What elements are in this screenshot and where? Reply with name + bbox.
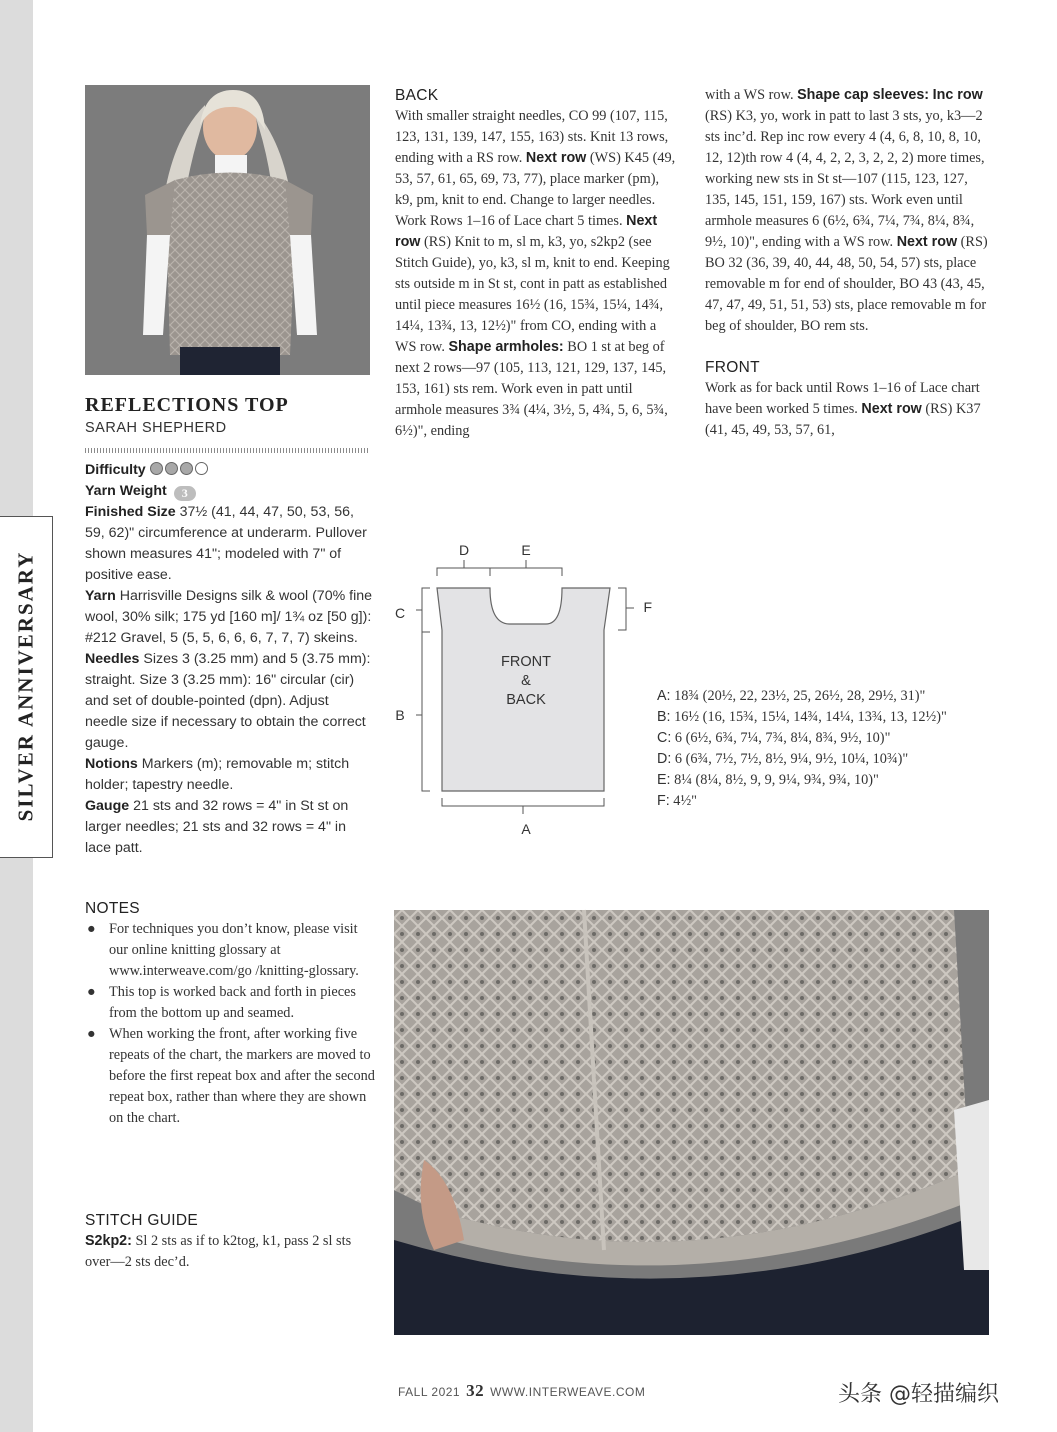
instruction-text: (WS) K45 (49, 53, 57, 61, 65, 69, 73, 77), place marker (pm), k9, pm, knit to end. Change to larger needles. Work Rows 1–16 of Lace chart 5 times.: [395, 150, 676, 229]
a-dimension-line: [442, 798, 604, 814]
instruction-text: (RS) K37 (41, 45, 49, 53, 57, 61,: [705, 401, 981, 438]
instruction-term: Next row: [896, 234, 958, 250]
measurement-row: [657, 749, 997, 770]
measurement-row: [657, 707, 997, 728]
schematic-label-back: BACK: [506, 692, 546, 708]
instruction-text: BO 1 st at beg of next 2 rows—97 (105, 113, 121, 129, 137, 145, 153, 161) sts rem. Work even in patt until armhole measures 3¾ (4¼, 3½, 5, 4¾, 5, 6, 5¾, 6½)", ending: [395, 339, 668, 439]
measurement-label: E:: [657, 772, 671, 788]
watermark: 头条 @轻描编织: [838, 1382, 999, 1407]
yarn-text: Harrisville Designs silk & wool (70% fine wool, 30% silk; 175 yd [160 m]/ 1¾ oz [50 g]): #212 Gravel, 5 (5, 5, 6, 6, 6, 7, 7, 7) skeins.: [85, 588, 373, 646]
page-footer: [398, 1381, 645, 1401]
stitch-definition: Sl 2 sts as if to k2tog, k1, pass 2 sl sts over—2 sts dec’d.: [85, 1233, 352, 1270]
difficulty-circle-filled-icon: [150, 462, 163, 475]
notions-text: Markers (m); removable m; stitch holder; tapestry needle.: [85, 756, 350, 793]
website-url: WWW.INTERWEAVE.COM: [490, 1385, 646, 1399]
measurement-row: [657, 686, 997, 707]
front-heading: FRONT: [705, 359, 760, 376]
finished-size-text: 37½ (41, 44, 47, 50, 53, 56, 59, 62)" circumference at underarm. Pullover shown measures 41"; modeled with 7" of positive ease.: [85, 504, 367, 583]
back-heading: BACK: [395, 87, 439, 104]
list-item: [85, 919, 375, 982]
measurement-label: D:: [657, 751, 672, 767]
b-dimension-line: [416, 632, 430, 791]
measurement-label: F:: [657, 793, 670, 809]
measurement-value: 8¼ (8¼, 8½, 9, 9, 9¼, 9¾, 9¾, 10)": [670, 772, 879, 788]
schematic-label-front: FRONT: [501, 654, 551, 670]
section-tab-label: SILVER ANNIVERSARY: [13, 550, 38, 822]
bullet-icon: ●: [87, 921, 96, 937]
page-number: 32: [466, 1381, 485, 1400]
measurement-value: 6 (6¾, 7½, 7½, 8½, 9¼, 9½, 10¼, 10¾)": [671, 751, 909, 767]
list-item: [85, 982, 375, 1024]
difficulty-label: Difficulty: [85, 462, 146, 478]
gauge-info: [85, 796, 373, 859]
c-dimension-line: [416, 588, 430, 632]
stitch-guide-entry: [85, 1231, 375, 1273]
schematic-measurements: [657, 686, 997, 812]
dimension-label-a: A: [521, 821, 531, 837]
yarn-weight-label: Yarn Weight: [85, 483, 167, 499]
gauge-label: Gauge: [85, 798, 130, 814]
schematic-label-amp: &: [521, 673, 531, 689]
garment-outline: [437, 588, 610, 791]
dimension-label-d: D: [458, 542, 470, 558]
instruction-term: Next row: [525, 150, 587, 166]
instruction-text: With smaller straight needles, CO 99 (107, 115, 123, 131, 139, 147, 155, 163) sts. Knit 13 rows, ending with a RS row.: [395, 108, 669, 166]
d-dimension-line: [437, 560, 490, 576]
sleeve-text: [705, 85, 995, 337]
yarn-info: [85, 586, 373, 649]
needles-text: Sizes 3 (3.25 mm) and 5 (3.75 mm): straight. Size 3 (3.25 mm): 16" circular (cir) and set of double-pointed (dpn). Adjust needle size if necessary to obtain the correct gauge.: [85, 651, 371, 751]
dotted-divider: [85, 448, 369, 453]
lace-detail-photo: [394, 910, 989, 1335]
gauge-text: 21 sts and 32 rows = 4" in St st on larger needles; 21 sts and 32 rows = 4" in lace patt.: [85, 798, 349, 856]
yarn-weight-row: [85, 481, 373, 502]
notes-heading: NOTES: [85, 900, 140, 917]
instruction-text: Work as for back until Rows 1–16 of Lace chart have been worked 5 times.: [705, 380, 980, 417]
difficulty-rating: [150, 462, 210, 478]
dimension-label-c: C: [394, 605, 406, 621]
measurement-value: 18¾ (20½, 22, 23½, 25, 26½, 28, 29½, 31)": [670, 688, 926, 704]
dimension-label-f: F: [643, 599, 652, 615]
measurement-row: [657, 770, 997, 791]
difficulty-circle-empty-icon: [195, 462, 208, 475]
instruction-text: (RS) Knit to m, sl m, k3, yo, s2kp2 (see Stitch Guide), yo, k3, sl m, knit to end. Keeping sts outside m in St st, cont in patt as established until piece measures 16½ (16, 15¾, 15¼, 14¾, 14¼, 13¾, 13, 12½)" from CO, ending with a WS row.: [395, 234, 670, 355]
issue-name: FALL 2021: [398, 1385, 461, 1399]
difficulty-row: [85, 460, 373, 481]
note-text: This top is worked back and forth in pieces from the bottom up and seamed.: [109, 984, 356, 1021]
note-text: When working the front, after working five repeats of the chart, the markers are moved to before the first repeat box and after the second repeat box, rather than where they are shown on the chart.: [109, 1026, 375, 1126]
sleeve-front-instructions: [705, 85, 995, 441]
instruction-text: with a WS row.: [705, 87, 798, 103]
garment-schematic: [390, 540, 650, 840]
yarn-label: Yarn: [85, 588, 116, 604]
measurement-label: B:: [657, 709, 671, 725]
stitch-term: S2kp2:: [85, 1233, 132, 1249]
model-illustration: [85, 85, 370, 375]
stitch-guide-heading: STITCH GUIDE: [85, 1212, 198, 1229]
lace-detail-illustration: [394, 910, 989, 1335]
notions-label: Notions: [85, 756, 138, 772]
notions-info: [85, 754, 373, 796]
notes-list: [85, 919, 375, 1129]
back-text: [395, 106, 680, 442]
measurement-row: [657, 791, 997, 812]
e-dimension-line: [490, 560, 562, 576]
f-dimension-line: [618, 588, 634, 630]
dimension-label-b: B: [395, 707, 405, 723]
instruction-term: Shape armholes:: [448, 339, 564, 355]
needles-info: [85, 649, 373, 754]
instruction-term: Shape cap sleeves:: [797, 87, 930, 103]
measurement-label: A:: [657, 688, 671, 704]
bullet-icon: ●: [87, 984, 96, 1000]
dimension-label-e: E: [521, 542, 531, 558]
back-instructions: [395, 85, 680, 442]
finished-size-label: Finished Size: [85, 504, 176, 520]
list-item: [85, 1024, 375, 1129]
note-text: For techniques you don’t know, please visit our online knitting glossary at www.interweave.com/go /knitting-glossary.: [109, 921, 359, 979]
notes-section: [85, 898, 375, 1129]
measurement-value: 4½": [669, 793, 698, 809]
difficulty-circle-filled-icon: [180, 462, 193, 475]
finished-size: [85, 502, 373, 586]
instruction-term: Next row: [861, 401, 922, 417]
instruction-text: (RS) BO 32 (36, 39, 40, 44, 48, 50, 54, 57) sts, place removable m for end of shoulder, BO 43 (43, 45, 47, 47, 49, 51, 51, 53) sts, place removable m for beg of shoulder, BO rem sts.: [705, 234, 988, 334]
model-photo: [85, 85, 370, 375]
needles-label: Needles: [85, 651, 140, 667]
bullet-icon: ●: [87, 1026, 96, 1042]
pattern-title: REFLECTIONS TOP: [85, 394, 289, 416]
front-text: [705, 378, 995, 441]
pattern-specs: [85, 460, 373, 859]
instruction-term: Next row: [395, 213, 658, 250]
measurement-value: 16½ (16, 15¾, 15¼, 14¾, 14¼, 13¾, 13, 12½)": [670, 709, 947, 725]
designer-name: SARAH SHEPHERD: [85, 420, 227, 436]
measurement-value: 6 (6½, 6¾, 7¼, 7¾, 8¼, 8¾, 9½, 10)": [671, 730, 891, 746]
measurement-row: [657, 728, 997, 749]
stitch-guide-section: [85, 1210, 375, 1273]
instruction-text: (RS) K3, yo, work in patt to last 3 sts, yo, k3—2 sts inc’d. Rep inc row every 4 (4, 6, 8, 10, 8, 10, 12, 12)th row 4 (4, 4, 2, 2, 3, 2, 2, 2) more times, working new sts in St st—107 (115, 123, 127, 135, 145, 151, 159, 167) sts. Work even until armhole measures 6 (6½, 6¾, 7¼, 7¾, 8¼, 8¾, 9½, 10)", ending with a WS row.: [705, 108, 985, 250]
difficulty-circle-filled-icon: [165, 462, 178, 475]
yarn-weight-badge: 3: [174, 486, 196, 501]
instruction-term: Inc row: [932, 87, 983, 103]
measurement-label: C:: [657, 730, 672, 746]
